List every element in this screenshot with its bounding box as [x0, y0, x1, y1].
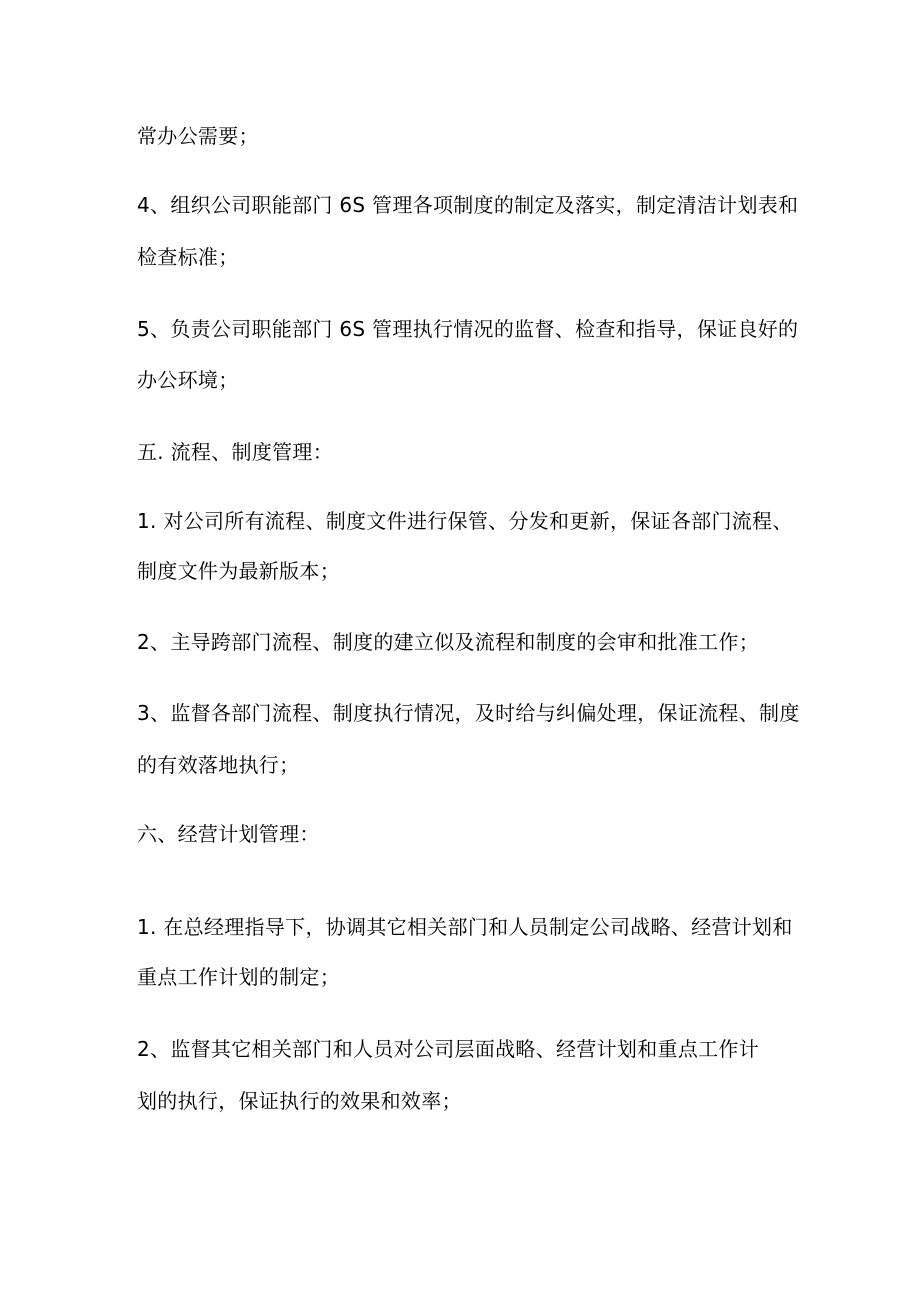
text-line-item-4-cont: 检查标准； [137, 245, 239, 269]
text-line-item-5: 5、负责公司职能部门 6S 管理执行情况的监督、检查和指导，保证良好的 [137, 317, 799, 341]
section-heading-6: 六、经营计划管理： [137, 822, 320, 846]
text-line-s5-item-3-cont: 的有效落地执行； [137, 753, 300, 777]
text-line-s6-item-1-cont: 重点工作计划的制定； [137, 965, 340, 989]
section-heading-5: 五. 流程、制度管理： [137, 440, 334, 464]
text-line-item-5-cont: 办公环境； [137, 368, 239, 392]
text-line-s6-item-2: 2、监督其它相关部门和人员对公司层面战略、经营计划和重点工作计 [137, 1037, 760, 1061]
text-line-s5-item-1-cont: 制度文件为最新版本； [137, 559, 340, 583]
text-line-s5-item-3: 3、监督各部门流程、制度执行情况，及时给与纠偏处理，保证流程、制度 [137, 701, 800, 725]
text-line-s5-item-2: 2、主导跨部门流程、制度的建立似及流程和制度的会审和批准工作； [137, 630, 760, 654]
text-line-s5-item-1: 1. 对公司所有流程、制度文件进行保管、分发和更新，保证各部门流程、 [137, 509, 793, 533]
text-line-item-4: 4、组织公司职能部门 6S 管理各项制度的制定及落实，制定清洁计划表和 [137, 193, 799, 217]
text-line-s6-item-1: 1. 在总经理指导下，协调其它相关部门和人员制定公司战略、经营计划和 [137, 915, 793, 939]
text-line-continuation: 常办公需要； [137, 124, 259, 148]
text-line-s6-item-2-cont: 划的执行，保证执行的效果和效率； [137, 1089, 462, 1113]
